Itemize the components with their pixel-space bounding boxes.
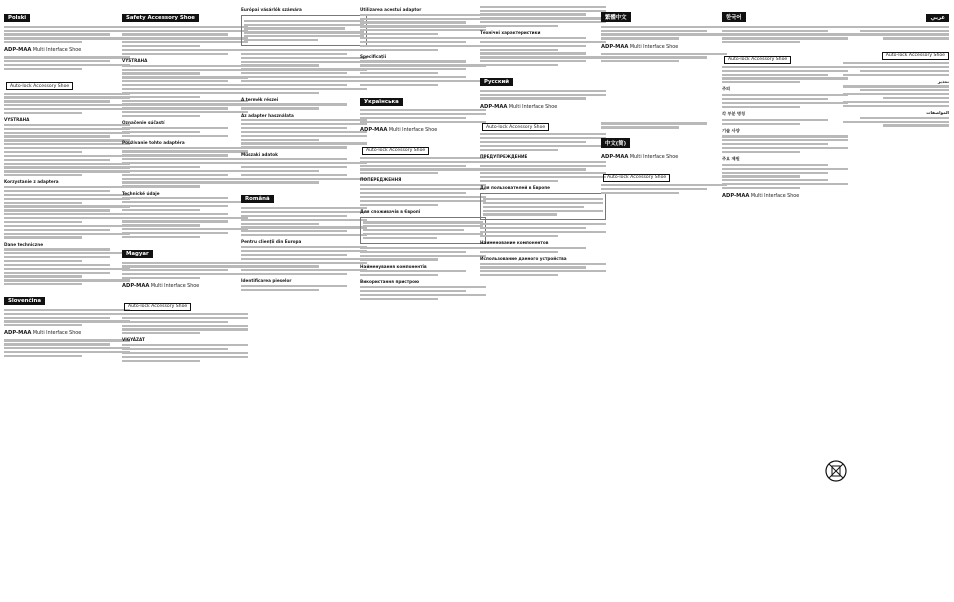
accessory-badge: Auto-lock Accessory Shoe [724,56,791,64]
section-title: Технічні характеристики [480,30,541,36]
accessory-badge: Auto-lock Accessory Shoe [482,123,549,131]
section-title: Для споживачів в Європі [360,208,421,214]
section-title: Európai vásárlók számára [241,7,302,12]
section-header: Magyar [122,250,153,258]
column-slovak [122,4,248,598]
section-title: Для пользователей в Европе [480,185,551,191]
section-title: Наименование компонентов [480,240,549,246]
section-title: Korzystanie z adaptera [4,179,59,185]
column-arabic [843,4,949,598]
accessory-badge: Auto-lock Accessory Shoe [882,52,949,60]
section-title: 각 부분 명칭 [722,110,746,116]
section-header: Română [241,195,274,203]
section-header: 繁體中文 [601,12,631,22]
brand-line: ADP-MAA Multi Interface Shoe [4,47,82,54]
section-title: Dane techniczne [4,241,44,247]
section-title: VYSTRAHA [122,58,148,63]
section-header: Slovenčina [4,297,45,305]
section-title: Specificații [360,53,387,59]
section-header: 한국어 [722,12,746,22]
brand-line: ADP-MAA Multi Interface Shoe [601,43,679,50]
section-title: Používanie tohto adaptéra [122,139,185,145]
section-header: Українська [360,98,403,106]
accessory-badge: Auto-lock Accessory Shoe [6,82,73,90]
brand-line: ADP-MAA Multi Interface Shoe [360,127,438,134]
weee-recycle-icon [825,460,847,482]
accessory-badge: Auto-lock Accessory Shoe [603,174,670,182]
column-romanian [360,4,486,598]
section-title: Pentru clienții din Europa [241,239,302,245]
section-header: Safety Accessory Shoe [122,14,199,22]
body-text [4,26,130,44]
section-title: 주의 [722,86,731,92]
column-korean [722,4,848,598]
section-title: Műszaki adatok [241,151,278,157]
section-header: Polski [4,14,30,22]
section-title: Označenie súčastí [122,120,165,126]
section-title: المواصفات [926,109,949,115]
brand-line: ADP-MAA Multi Interface Shoe [480,103,558,110]
brand-line: ADP-MAA Multi Interface Shoe [601,154,679,161]
section-title: 주요 제원 [722,156,740,162]
section-title: VIGYÁZAT [122,337,145,343]
column-polski [4,4,130,598]
section-title: تحذير [937,78,949,84]
section-title: Використання пристрою [360,279,420,285]
section-title: Technické údaje [122,190,160,196]
brand-line: ADP-MAA Multi Interface Shoe [122,283,200,290]
section-title: Utilizarea acestui adaptor [360,7,422,12]
section-title: ПОПЕРЕДЖЕННЯ [360,177,402,183]
section-header: Русский [480,78,513,86]
section-title: 기술 사양 [722,127,740,133]
section-header: 中文(简) [601,138,630,148]
brand-line: ADP-MAA Multi Interface Shoe [4,330,82,337]
accessory-badge: Auto-lock Accessory Shoe [362,147,429,155]
section-title: Az adapter használata [241,112,294,118]
section-title: A termék részei [241,96,279,102]
section-header: عربي [926,14,949,22]
brand-line: ADP-MAA Multi Interface Shoe [722,193,800,200]
column-hungarian [241,4,367,598]
warning-heading: VYSTRAHA [4,117,30,123]
accessory-badge: Auto-lock Accessory Shoe [124,303,191,311]
section-title: ПРЕДУПРЕЖДЕНИЕ [480,153,528,159]
section-title: Использование данного устройства [480,255,567,261]
column-chinese [601,4,727,598]
column-russian [480,4,606,598]
section-title: Найменування компонентів [360,263,427,269]
section-title: Identificarea pieselor [241,278,292,284]
